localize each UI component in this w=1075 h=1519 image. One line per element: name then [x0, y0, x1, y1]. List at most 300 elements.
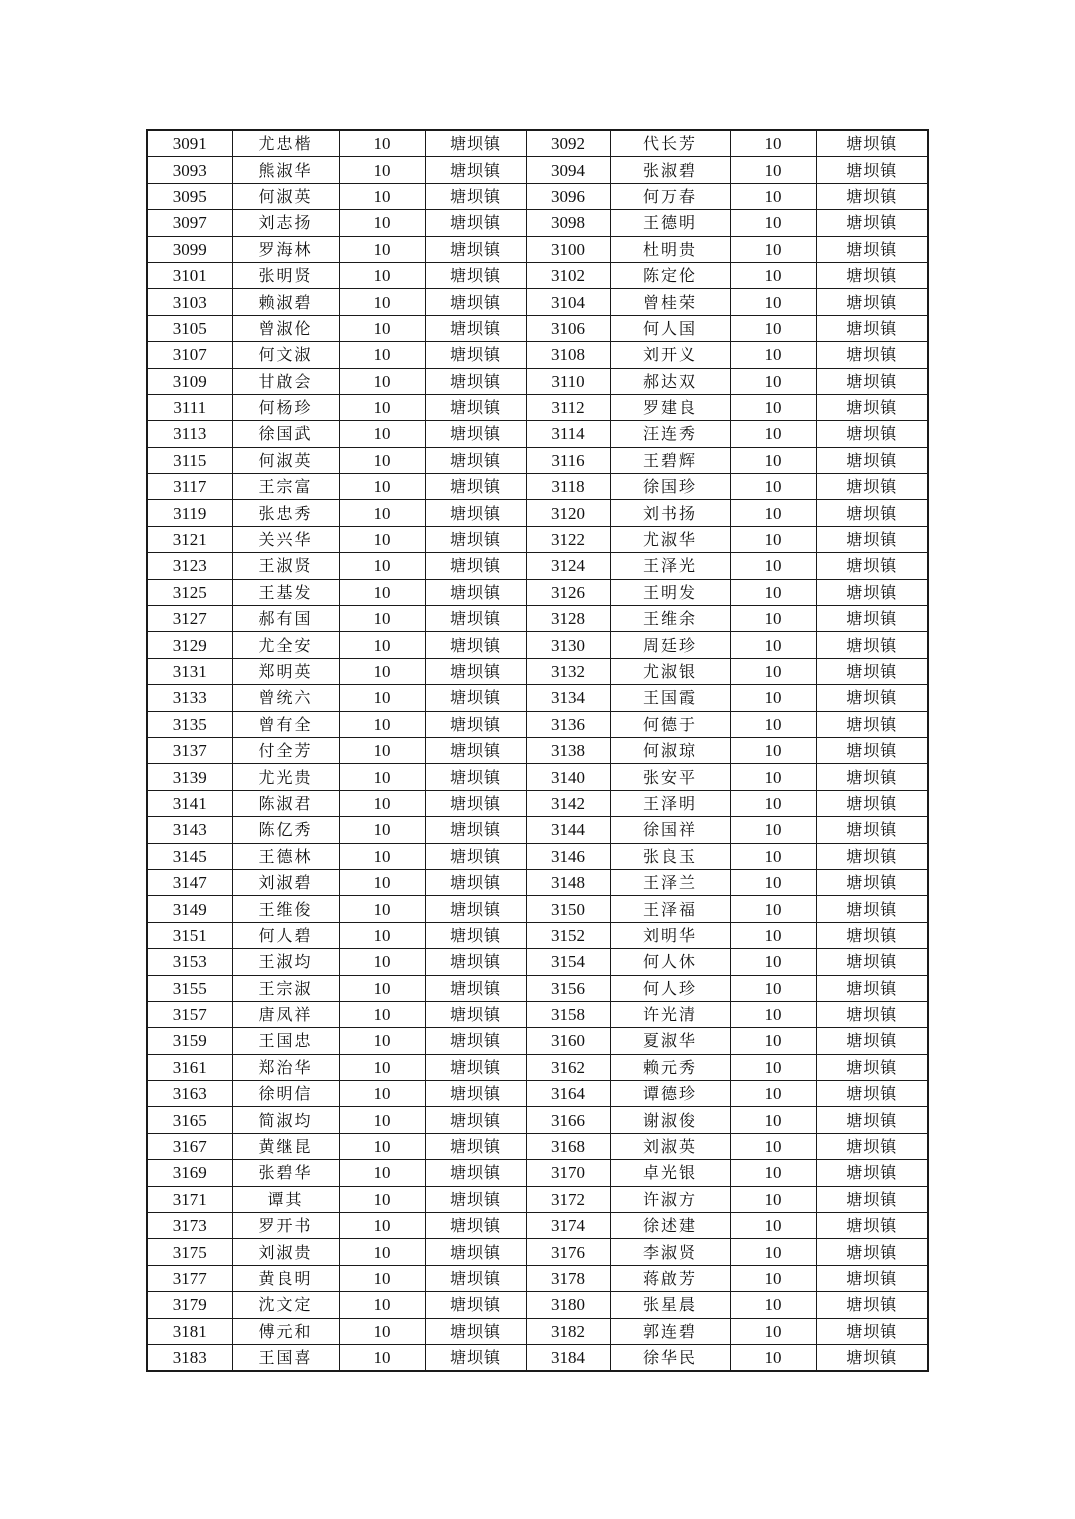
amount-cell: 10 — [730, 289, 816, 315]
table-row — [147, 1001, 928, 1027]
record-number-cell: 3136 — [526, 711, 610, 737]
person-name-cell: 何人国 — [610, 315, 730, 341]
record-number-cell: 3108 — [526, 342, 610, 368]
person-name-cell: 尤全安 — [232, 632, 339, 658]
table-row — [147, 1186, 928, 1212]
person-name-cell: 杜明贵 — [610, 236, 730, 262]
person-name-cell: 陈定伦 — [610, 262, 730, 288]
town-cell: 塘坝镇 — [816, 1318, 928, 1344]
person-name-cell: 何人休 — [610, 949, 730, 975]
person-name-cell: 曾桂荣 — [610, 289, 730, 315]
person-name-cell: 关兴华 — [232, 526, 339, 552]
record-number-cell: 3121 — [147, 526, 232, 552]
amount-cell: 10 — [730, 1292, 816, 1318]
record-number-cell: 3174 — [526, 1213, 610, 1239]
town-cell: 塘坝镇 — [816, 1081, 928, 1107]
record-number-cell: 3113 — [147, 421, 232, 447]
amount-cell: 10 — [339, 1160, 425, 1186]
table-row — [147, 606, 928, 632]
amount-cell: 10 — [339, 1133, 425, 1159]
town-cell: 塘坝镇 — [816, 685, 928, 711]
table-row — [147, 262, 928, 288]
table-row — [147, 685, 928, 711]
record-number-cell: 3166 — [526, 1107, 610, 1133]
town-cell: 塘坝镇 — [425, 1133, 526, 1159]
person-name-cell: 许光清 — [610, 1001, 730, 1027]
town-cell: 塘坝镇 — [816, 368, 928, 394]
record-number-cell: 3093 — [147, 157, 232, 183]
town-cell: 塘坝镇 — [425, 790, 526, 816]
record-number-cell: 3176 — [526, 1239, 610, 1265]
town-cell: 塘坝镇 — [816, 843, 928, 869]
amount-cell: 10 — [339, 685, 425, 711]
person-name-cell: 何万春 — [610, 183, 730, 209]
town-cell: 塘坝镇 — [816, 526, 928, 552]
table-row — [147, 1160, 928, 1186]
town-cell: 塘坝镇 — [816, 210, 928, 236]
record-number-cell: 3152 — [526, 922, 610, 948]
person-name-cell: 徐国祥 — [610, 817, 730, 843]
table-row — [147, 658, 928, 684]
record-number-cell: 3092 — [526, 130, 610, 157]
table-row — [147, 737, 928, 763]
person-name-cell: 张良玉 — [610, 843, 730, 869]
table-row — [147, 421, 928, 447]
amount-cell: 10 — [730, 1001, 816, 1027]
amount-cell: 10 — [730, 394, 816, 420]
amount-cell: 10 — [730, 949, 816, 975]
amount-cell: 10 — [339, 289, 425, 315]
record-number-cell: 3125 — [147, 579, 232, 605]
record-number-cell: 3162 — [526, 1054, 610, 1080]
town-cell: 塘坝镇 — [816, 1344, 928, 1371]
table-row — [147, 1265, 928, 1291]
amount-cell: 10 — [730, 447, 816, 473]
record-number-cell: 3106 — [526, 315, 610, 341]
record-number-cell: 3167 — [147, 1133, 232, 1159]
town-cell: 塘坝镇 — [816, 1001, 928, 1027]
town-cell: 塘坝镇 — [425, 896, 526, 922]
person-name-cell: 张碧华 — [232, 1160, 339, 1186]
record-number-cell: 3130 — [526, 632, 610, 658]
record-number-cell: 3102 — [526, 262, 610, 288]
record-number-cell: 3134 — [526, 685, 610, 711]
amount-cell: 10 — [730, 1213, 816, 1239]
amount-cell: 10 — [339, 869, 425, 895]
record-number-cell: 3110 — [526, 368, 610, 394]
town-cell: 塘坝镇 — [425, 606, 526, 632]
town-cell: 塘坝镇 — [425, 474, 526, 500]
person-name-cell: 何文淑 — [232, 342, 339, 368]
person-name-cell: 郭连碧 — [610, 1318, 730, 1344]
town-cell: 塘坝镇 — [816, 1213, 928, 1239]
town-cell: 塘坝镇 — [816, 975, 928, 1001]
town-cell: 塘坝镇 — [425, 1186, 526, 1212]
record-number-cell: 3183 — [147, 1344, 232, 1371]
person-name-cell: 徐国武 — [232, 421, 339, 447]
town-cell: 塘坝镇 — [816, 183, 928, 209]
record-number-cell: 3097 — [147, 210, 232, 236]
person-name-cell: 王维俊 — [232, 896, 339, 922]
amount-cell: 10 — [730, 606, 816, 632]
table-row — [147, 843, 928, 869]
person-name-cell: 罗建良 — [610, 394, 730, 420]
amount-cell: 10 — [730, 1318, 816, 1344]
town-cell: 塘坝镇 — [425, 658, 526, 684]
amount-cell: 10 — [339, 394, 425, 420]
record-number-cell: 3122 — [526, 526, 610, 552]
table-row — [147, 632, 928, 658]
town-cell: 塘坝镇 — [425, 1028, 526, 1054]
person-name-cell: 王泽明 — [610, 790, 730, 816]
table-row — [147, 157, 928, 183]
town-cell: 塘坝镇 — [816, 922, 928, 948]
amount-cell: 10 — [339, 1213, 425, 1239]
table-row — [147, 790, 928, 816]
person-name-cell: 黄继昆 — [232, 1133, 339, 1159]
person-name-cell: 何淑英 — [232, 183, 339, 209]
person-name-cell: 徐明信 — [232, 1081, 339, 1107]
person-name-cell: 何杨珍 — [232, 394, 339, 420]
amount-cell: 10 — [339, 315, 425, 341]
town-cell: 塘坝镇 — [425, 1292, 526, 1318]
town-cell: 塘坝镇 — [816, 1133, 928, 1159]
table-row — [147, 447, 928, 473]
record-number-cell: 3161 — [147, 1054, 232, 1080]
amount-cell: 10 — [730, 896, 816, 922]
table-row — [147, 1344, 928, 1371]
amount-cell: 10 — [730, 368, 816, 394]
town-cell: 塘坝镇 — [425, 817, 526, 843]
record-number-cell: 3135 — [147, 711, 232, 737]
town-cell: 塘坝镇 — [425, 975, 526, 1001]
person-name-cell: 王明发 — [610, 579, 730, 605]
table-row — [147, 1213, 928, 1239]
person-name-cell: 王基发 — [232, 579, 339, 605]
person-name-cell: 黄良明 — [232, 1265, 339, 1291]
table-row — [147, 1107, 928, 1133]
table-row — [147, 210, 928, 236]
amount-cell: 10 — [730, 817, 816, 843]
person-name-cell: 王国喜 — [232, 1344, 339, 1371]
roster-body — [147, 130, 928, 1371]
amount-cell: 10 — [730, 421, 816, 447]
town-cell: 塘坝镇 — [816, 579, 928, 605]
amount-cell: 10 — [339, 1265, 425, 1291]
amount-cell: 10 — [730, 869, 816, 895]
amount-cell: 10 — [730, 500, 816, 526]
town-cell: 塘坝镇 — [816, 1107, 928, 1133]
amount-cell: 10 — [339, 210, 425, 236]
person-name-cell: 郑治华 — [232, 1054, 339, 1080]
record-number-cell: 3115 — [147, 447, 232, 473]
town-cell: 塘坝镇 — [816, 949, 928, 975]
amount-cell: 10 — [339, 1186, 425, 1212]
town-cell: 塘坝镇 — [425, 447, 526, 473]
person-name-cell: 罗开书 — [232, 1213, 339, 1239]
record-number-cell: 3149 — [147, 896, 232, 922]
town-cell: 塘坝镇 — [816, 1054, 928, 1080]
amount-cell: 10 — [339, 632, 425, 658]
person-name-cell: 谭德珍 — [610, 1081, 730, 1107]
person-name-cell: 王国霞 — [610, 685, 730, 711]
person-name-cell: 张安平 — [610, 764, 730, 790]
amount-cell: 10 — [730, 474, 816, 500]
amount-cell: 10 — [730, 1160, 816, 1186]
table-row — [147, 368, 928, 394]
table-row — [147, 1081, 928, 1107]
person-name-cell: 许淑方 — [610, 1186, 730, 1212]
record-number-cell: 3158 — [526, 1001, 610, 1027]
amount-cell: 10 — [730, 526, 816, 552]
table-row — [147, 949, 928, 975]
person-name-cell: 何人碧 — [232, 922, 339, 948]
person-name-cell: 徐华民 — [610, 1344, 730, 1371]
amount-cell: 10 — [730, 1028, 816, 1054]
record-number-cell: 3126 — [526, 579, 610, 605]
person-name-cell: 张淑碧 — [610, 157, 730, 183]
person-name-cell: 曾有全 — [232, 711, 339, 737]
record-number-cell: 3148 — [526, 869, 610, 895]
amount-cell: 10 — [339, 474, 425, 500]
amount-cell: 10 — [730, 1107, 816, 1133]
record-number-cell: 3103 — [147, 289, 232, 315]
person-name-cell: 陈淑君 — [232, 790, 339, 816]
person-name-cell: 何淑琼 — [610, 737, 730, 763]
table-row — [147, 817, 928, 843]
amount-cell: 10 — [339, 1081, 425, 1107]
record-number-cell: 3142 — [526, 790, 610, 816]
town-cell: 塘坝镇 — [816, 236, 928, 262]
town-cell: 塘坝镇 — [816, 1028, 928, 1054]
person-name-cell: 王淑贤 — [232, 553, 339, 579]
record-number-cell: 3178 — [526, 1265, 610, 1291]
person-name-cell: 曾统六 — [232, 685, 339, 711]
town-cell: 塘坝镇 — [816, 817, 928, 843]
record-number-cell: 3169 — [147, 1160, 232, 1186]
amount-cell: 10 — [339, 183, 425, 209]
table-row — [147, 711, 928, 737]
table-row — [147, 1318, 928, 1344]
record-number-cell: 3159 — [147, 1028, 232, 1054]
town-cell: 塘坝镇 — [816, 790, 928, 816]
record-number-cell: 3138 — [526, 737, 610, 763]
amount-cell: 10 — [339, 421, 425, 447]
person-name-cell: 陈亿秀 — [232, 817, 339, 843]
town-cell: 塘坝镇 — [816, 1160, 928, 1186]
record-number-cell: 3165 — [147, 1107, 232, 1133]
town-cell: 塘坝镇 — [425, 711, 526, 737]
record-number-cell: 3105 — [147, 315, 232, 341]
record-number-cell: 3164 — [526, 1081, 610, 1107]
record-number-cell: 3129 — [147, 632, 232, 658]
amount-cell: 10 — [339, 157, 425, 183]
person-name-cell: 王国忠 — [232, 1028, 339, 1054]
record-number-cell: 3116 — [526, 447, 610, 473]
town-cell: 塘坝镇 — [425, 342, 526, 368]
person-name-cell: 曾淑伦 — [232, 315, 339, 341]
amount-cell: 10 — [730, 1344, 816, 1371]
town-cell: 塘坝镇 — [816, 394, 928, 420]
town-cell: 塘坝镇 — [816, 1292, 928, 1318]
amount-cell: 10 — [730, 1265, 816, 1291]
amount-cell: 10 — [339, 553, 425, 579]
record-number-cell: 3128 — [526, 606, 610, 632]
person-name-cell: 徐述建 — [610, 1213, 730, 1239]
amount-cell: 10 — [339, 606, 425, 632]
person-name-cell: 王宗淑 — [232, 975, 339, 1001]
amount-cell: 10 — [730, 236, 816, 262]
person-name-cell: 刘淑碧 — [232, 869, 339, 895]
amount-cell: 10 — [339, 922, 425, 948]
record-number-cell: 3131 — [147, 658, 232, 684]
table-row — [147, 1054, 928, 1080]
person-name-cell: 刘开义 — [610, 342, 730, 368]
person-name-cell: 卓光银 — [610, 1160, 730, 1186]
person-name-cell: 蒋啟芳 — [610, 1265, 730, 1291]
town-cell: 塘坝镇 — [816, 289, 928, 315]
person-name-cell: 谭其 — [232, 1186, 339, 1212]
amount-cell: 10 — [339, 949, 425, 975]
record-number-cell: 3157 — [147, 1001, 232, 1027]
town-cell: 塘坝镇 — [816, 130, 928, 157]
record-number-cell: 3179 — [147, 1292, 232, 1318]
table-row — [147, 869, 928, 895]
town-cell: 塘坝镇 — [816, 447, 928, 473]
amount-cell: 10 — [339, 1054, 425, 1080]
amount-cell: 10 — [339, 447, 425, 473]
town-cell: 塘坝镇 — [425, 394, 526, 420]
record-number-cell: 3137 — [147, 737, 232, 763]
town-cell: 塘坝镇 — [816, 1265, 928, 1291]
person-name-cell: 王德明 — [610, 210, 730, 236]
town-cell: 塘坝镇 — [425, 869, 526, 895]
table-row — [147, 315, 928, 341]
town-cell: 塘坝镇 — [816, 474, 928, 500]
person-name-cell: 简淑均 — [232, 1107, 339, 1133]
amount-cell: 10 — [730, 685, 816, 711]
person-name-cell: 傅元和 — [232, 1318, 339, 1344]
record-number-cell: 3175 — [147, 1239, 232, 1265]
person-name-cell: 周廷珍 — [610, 632, 730, 658]
person-name-cell: 尤光贵 — [232, 764, 339, 790]
town-cell: 塘坝镇 — [816, 606, 928, 632]
amount-cell: 10 — [730, 579, 816, 605]
amount-cell: 10 — [339, 1292, 425, 1318]
table-row — [147, 289, 928, 315]
amount-cell: 10 — [339, 658, 425, 684]
roster-table — [146, 129, 929, 1372]
record-number-cell: 3119 — [147, 500, 232, 526]
amount-cell: 10 — [730, 1081, 816, 1107]
town-cell: 塘坝镇 — [425, 579, 526, 605]
record-number-cell: 3171 — [147, 1186, 232, 1212]
person-name-cell: 郑明英 — [232, 658, 339, 684]
person-name-cell: 王泽光 — [610, 553, 730, 579]
town-cell: 塘坝镇 — [816, 1186, 928, 1212]
amount-cell: 10 — [730, 315, 816, 341]
table-row — [147, 922, 928, 948]
town-cell: 塘坝镇 — [816, 764, 928, 790]
record-number-cell: 3141 — [147, 790, 232, 816]
person-name-cell: 何德于 — [610, 711, 730, 737]
person-name-cell: 尤忠楷 — [232, 130, 339, 157]
record-number-cell: 3120 — [526, 500, 610, 526]
record-number-cell: 3107 — [147, 342, 232, 368]
amount-cell: 10 — [730, 764, 816, 790]
amount-cell: 10 — [339, 975, 425, 1001]
amount-cell: 10 — [339, 1344, 425, 1371]
record-number-cell: 3091 — [147, 130, 232, 157]
town-cell: 塘坝镇 — [816, 421, 928, 447]
amount-cell: 10 — [339, 579, 425, 605]
person-name-cell: 张星晨 — [610, 1292, 730, 1318]
amount-cell: 10 — [339, 764, 425, 790]
record-number-cell: 3143 — [147, 817, 232, 843]
record-number-cell: 3156 — [526, 975, 610, 1001]
record-number-cell: 3112 — [526, 394, 610, 420]
town-cell: 塘坝镇 — [425, 632, 526, 658]
person-name-cell: 徐国珍 — [610, 474, 730, 500]
amount-cell: 10 — [339, 1028, 425, 1054]
town-cell: 塘坝镇 — [816, 553, 928, 579]
table-row — [147, 236, 928, 262]
person-name-cell: 付全芳 — [232, 737, 339, 763]
town-cell: 塘坝镇 — [816, 737, 928, 763]
amount-cell: 10 — [339, 817, 425, 843]
amount-cell: 10 — [730, 157, 816, 183]
town-cell: 塘坝镇 — [425, 1318, 526, 1344]
person-name-cell: 王碧辉 — [610, 447, 730, 473]
record-number-cell: 3172 — [526, 1186, 610, 1212]
person-name-cell: 李淑贤 — [610, 1239, 730, 1265]
town-cell: 塘坝镇 — [425, 1081, 526, 1107]
record-number-cell: 3098 — [526, 210, 610, 236]
person-name-cell: 刘淑贵 — [232, 1239, 339, 1265]
record-number-cell: 3109 — [147, 368, 232, 394]
amount-cell: 10 — [730, 975, 816, 1001]
record-number-cell: 3154 — [526, 949, 610, 975]
town-cell: 塘坝镇 — [425, 1239, 526, 1265]
amount-cell: 10 — [339, 790, 425, 816]
record-number-cell: 3146 — [526, 843, 610, 869]
town-cell: 塘坝镇 — [425, 368, 526, 394]
amount-cell: 10 — [339, 1001, 425, 1027]
person-name-cell: 唐凤祥 — [232, 1001, 339, 1027]
amount-cell: 10 — [730, 342, 816, 368]
record-number-cell: 3147 — [147, 869, 232, 895]
table-row — [147, 183, 928, 209]
record-number-cell: 3155 — [147, 975, 232, 1001]
town-cell: 塘坝镇 — [425, 526, 526, 552]
town-cell: 塘坝镇 — [425, 183, 526, 209]
table-row — [147, 1133, 928, 1159]
amount-cell: 10 — [730, 790, 816, 816]
amount-cell: 10 — [339, 1318, 425, 1344]
amount-cell: 10 — [339, 1107, 425, 1133]
town-cell: 塘坝镇 — [425, 130, 526, 157]
amount-cell: 10 — [339, 896, 425, 922]
town-cell: 塘坝镇 — [425, 157, 526, 183]
person-name-cell: 夏淑华 — [610, 1028, 730, 1054]
amount-cell: 10 — [730, 553, 816, 579]
person-name-cell: 刘淑英 — [610, 1133, 730, 1159]
town-cell: 塘坝镇 — [425, 553, 526, 579]
person-name-cell: 代长芳 — [610, 130, 730, 157]
amount-cell: 10 — [730, 632, 816, 658]
person-name-cell: 何人珍 — [610, 975, 730, 1001]
town-cell: 塘坝镇 — [816, 315, 928, 341]
